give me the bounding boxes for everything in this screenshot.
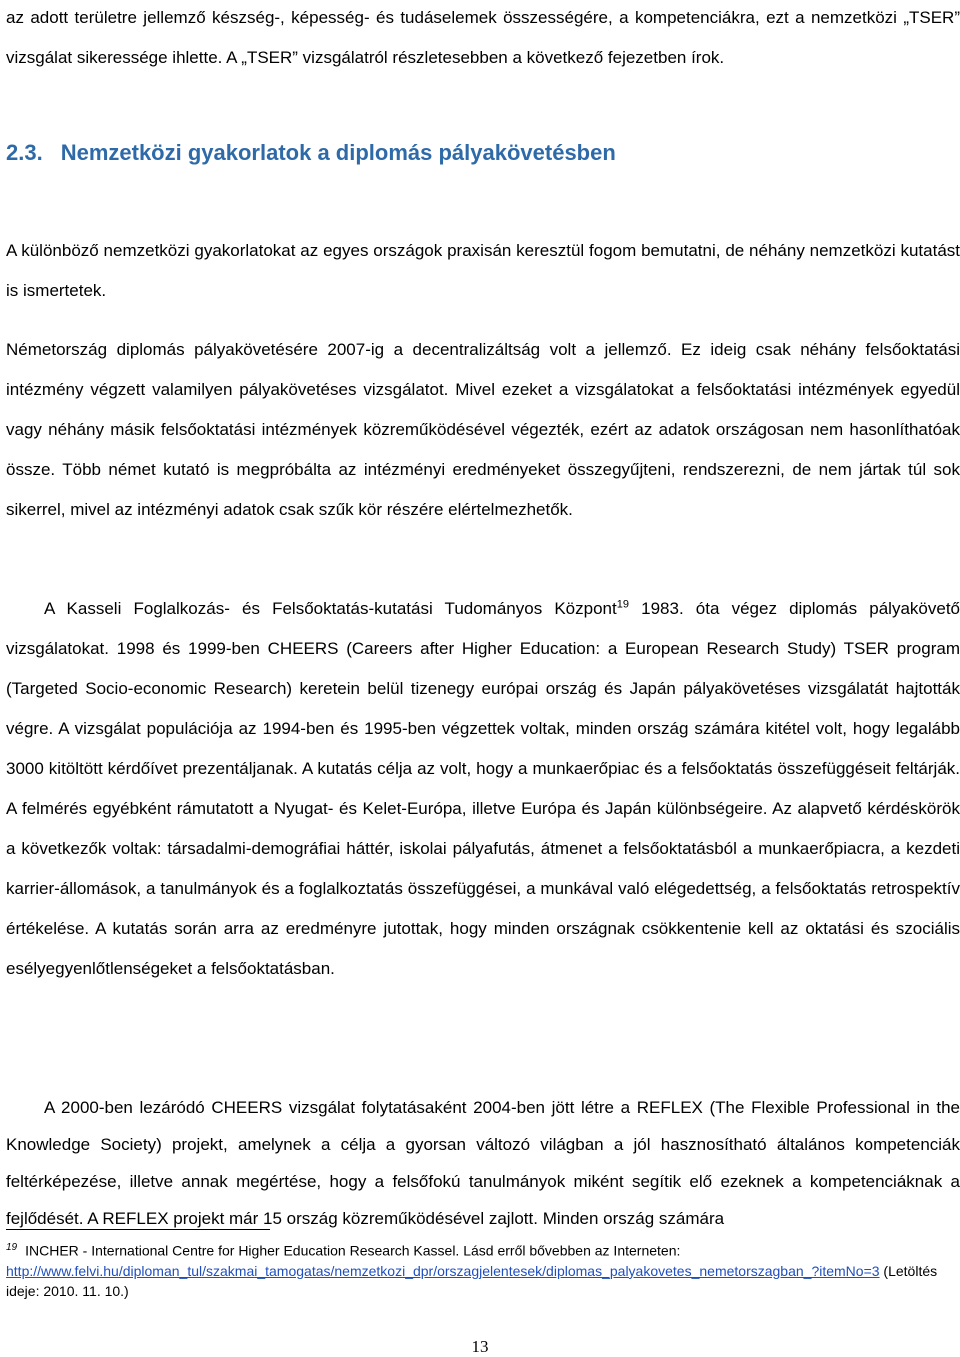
footnote-link[interactable]: http://www.felvi.hu/diploman_tul/szakmai_tamogatas/nemzetkozi_dpr/orszagjelentesek/diplomas_palyakovetes_nemetorszagban_?itemNo=3 — [6, 1262, 880, 1279]
footnote-separator — [6, 1229, 270, 1230]
footnote-mark: 19 — [6, 1242, 18, 1253]
paragraph-cheers — [6, 589, 960, 989]
section-heading — [6, 133, 616, 173]
page-number: 13 — [471, 1337, 489, 1356]
footnote — [6, 1238, 960, 1301]
paragraph-intro: az adott területre jellemző készség-, képesség- és tudáselemek összességére, a kompetenciákra, ezt a nemzetközi „TSER” vizsgálat sikeressége ihlette. A „TSER” vizsgálatról részletesebben a következő fejezetben írok. — [6, 8, 960, 67]
footnote-download-date: (Letöltés ideje: 2010. 11. 10.) — [6, 1262, 938, 1299]
section-title: Nemzetközi gyakorlatok a diplomás pályakövetésben — [60, 140, 616, 165]
cheers-text-rest: 1983. óta végez diplomás pályakövető vizsgálatokat. 1998 és 1999-ben CHEERS (Careers after Higher Education: a European Research Study) TSER program (Targeted Socio-economic Research) keretein belül tizenegy európai ország és Japán pályakövetéses vizsgálatát hajtották végre. A vizsgálat populációja az 1994-ben és 1995-ben végzettek voltak, minden ország számára kitétel volt, hogy legalább 3000 kitöltött kérdőívet prezentáljanak. A kutatás célja az volt, hogy a munkaerőpiac és a felsőoktatás összefüggéseit feltárják. A felmérés egyébként rámutatott a Nyugat- és Kelet-Európa, illetve Európa és Japán különbségeire. Az alapvető kérdéskörök a következők voltak: társadalmi-demográfiai háttér, iskolai pályafutás, átmenet a felsőoktatásból a munkaerőpiacra, a kezdeti karrier-állomások, a tanulmányok és a foglalkoztatás összefüggései, a munkával való elégedettség, a felsőoktatás retrospektív értékelése. A kutatás során arra az eredményre jutottak, hogy minden országnak csökkentenie kell az oktatási és szociális esélyegyenlőtlenségeket a felsőoktatásban. — [6, 599, 960, 978]
footnote-text: INCHER - International Centre for Higher Education Research Kassel. Lásd erről bővebben az Interneten: — [25, 1242, 681, 1259]
footnote-reference: 19 — [616, 598, 629, 611]
cheers-text-start: A Kasseli Foglalkozás- és Felsőoktatás-kutatási Tudományos Központ — [44, 599, 617, 618]
paragraph-germany: Németország diplomás pályakövetésére 2007-ig a decentralizáltság volt a jellemző. Ez ideig csak néhány felsőoktatási intézmény végzett valamilyen pályakövetéses vizsgálatot. Mivel ezeket a vizsgálatokat a felsőoktatási intézmények egyedül vagy néhány másik felsőoktatási intézmények közreműködésével végezték, ezért az adatok országosan nem hasonlíthatóak össze. Több német kutató is megpróbálta az intézményi eredményeket összegyűjteni, rendszerezni, de nem jártak túl sok sikerrel, mivel az intézményi adatok csak szűk kör részére elértelmezhetők. — [6, 340, 960, 519]
paragraph-overview: A különböző nemzetközi gyakorlatokat az egyes országok praxisán keresztül fogom bemutatni, de néhány nemzetközi kutatást is ismertetek. — [6, 241, 960, 300]
section-number: 2.3. — [6, 140, 43, 165]
paragraph-reflex: A 2000-ben lezáródó CHEERS vizsgálat folytatásaként 2004-ben jött létre a REFLEX (The Flexible Professional in the Knowledge Society) projekt, amelynek a célja a gyorsan változó világban a jól hasznosítható általános kompetenciák feltérképezése, illetve annak megértése, hogy a felsőfokú tanulmányok miként segítik elő ezeknek a kompetenciáknak a fejlődését. A REFLEX projekt már 15 ország közreműködésével zajlott. Minden ország számára — [6, 1098, 960, 1228]
